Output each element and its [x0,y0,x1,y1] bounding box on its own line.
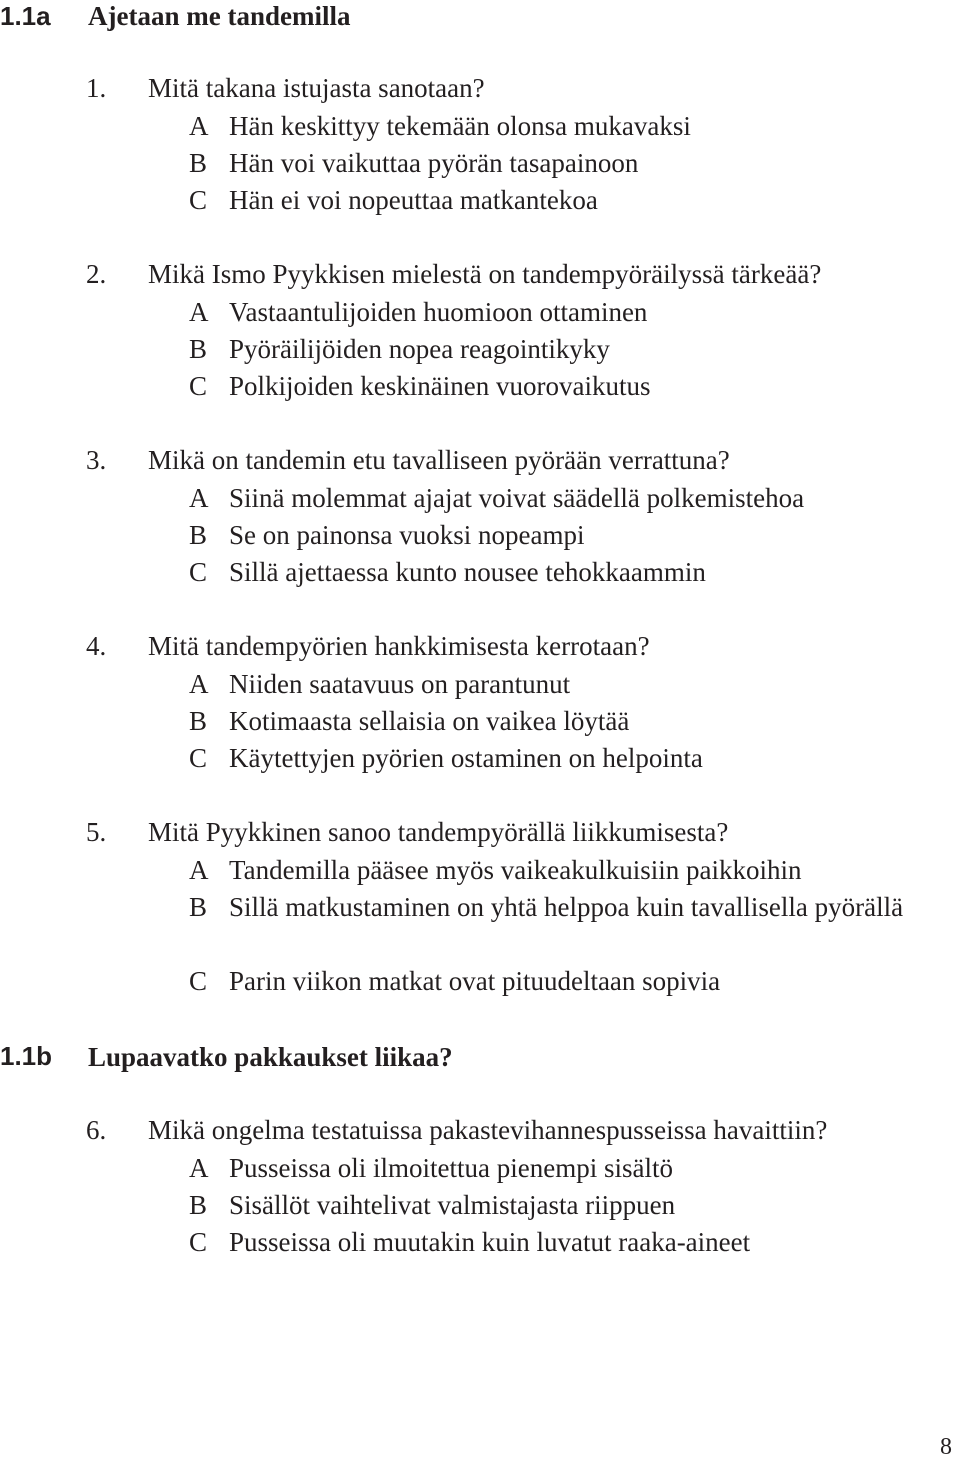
option-text: Pyöräilijöiden nopea reagointikyky [229,334,610,364]
option-text: Se on painonsa vuoksi nopeampi [229,520,585,550]
option-text: Pusseissa oli ilmoitettua pienempi sisältö [229,1153,673,1183]
option-letter: A [189,669,209,699]
option-letter: B [189,520,208,550]
option-letter: C [189,371,208,401]
option-letter: B [189,334,208,364]
question-number: 1. [86,73,107,103]
option-letter: C [189,966,208,996]
option-text: Polkijoiden keskinäinen vuorovaikutus [229,371,651,401]
question-number: 3. [86,445,107,475]
option-letter: A [189,855,209,885]
option-text: Parin viikon matkat ovat pituudeltaan sopivia [229,966,721,996]
option-text: Hän keskittyy tekemään olonsa mukavaksi [229,111,691,141]
question-text: Mikä on tandemin etu tavalliseen pyörään verrattuna? [148,445,730,475]
section-number: 1.1b [0,1041,53,1071]
section-title: Ajetaan me tandemilla [88,1,351,31]
question-text: Mitä takana istujasta sanotaan? [148,73,485,103]
option-text: Hän voi vaikuttaa pyörän tasapainoon [229,148,639,178]
option-letter: C [189,557,208,587]
option-text: Käytettyjen pyörien ostaminen on helpointa [229,743,703,773]
option-letter: B [189,706,208,736]
question-number: 4. [86,631,107,661]
page-number: 8 [940,1434,952,1460]
question-number: 5. [86,817,107,847]
question-text: Mitä tandempyörien hankkimisesta kerrotaan? [148,631,650,661]
option-text: Siinä molemmat ajajat voivat säädellä polkemistehoa [229,483,805,513]
option-letter: A [189,483,209,513]
option-letter: B [189,892,208,922]
option-letter: A [189,297,209,327]
option-letter: C [189,743,208,773]
option-letter: A [189,111,209,141]
option-text: Sillä matkustaminen on yhtä helppoa kuin tavallisella pyörällä [229,892,904,922]
option-text: Pusseissa oli muutakin kuin luvatut raaka-aineet [229,1227,751,1257]
option-letter: B [189,148,208,178]
option-text: Kotimaasta sellaisia on vaikea löytää [229,706,630,736]
option-letter: A [189,1153,209,1183]
option-text: Sisällöt vaihtelivat valmistajasta riippuen [229,1190,676,1220]
option-letter: C [189,1227,208,1257]
option-text: Vastaantulijoiden huomioon ottaminen [229,297,648,327]
question-text: Mikä Ismo Pyykkisen mielestä on tandempyöräilyssä tärkeää? [148,259,822,289]
option-text: Tandemilla pääsee myös vaikeakulkuisiin paikkoihin [229,855,802,885]
question-text: Mikä ongelma testatuissa pakastevihannespusseissa havaittiin? [148,1115,828,1145]
question-number: 2. [86,259,107,289]
option-text: Sillä ajettaessa kunto nousee tehokkaammin [229,557,706,587]
question-text: Mitä Pyykkinen sanoo tandempyörällä liikkumisesta? [148,817,729,847]
section-title: Lupaavatko pakkaukset liikaa? [88,1042,453,1072]
section-number: 1.1a [0,1,51,31]
option-text: Niiden saatavuus on parantunut [229,669,571,699]
question-number: 6. [86,1115,107,1145]
option-letter: C [189,185,208,215]
option-text: Hän ei voi nopeuttaa matkantekoa [229,185,598,215]
option-letter: B [189,1190,208,1220]
